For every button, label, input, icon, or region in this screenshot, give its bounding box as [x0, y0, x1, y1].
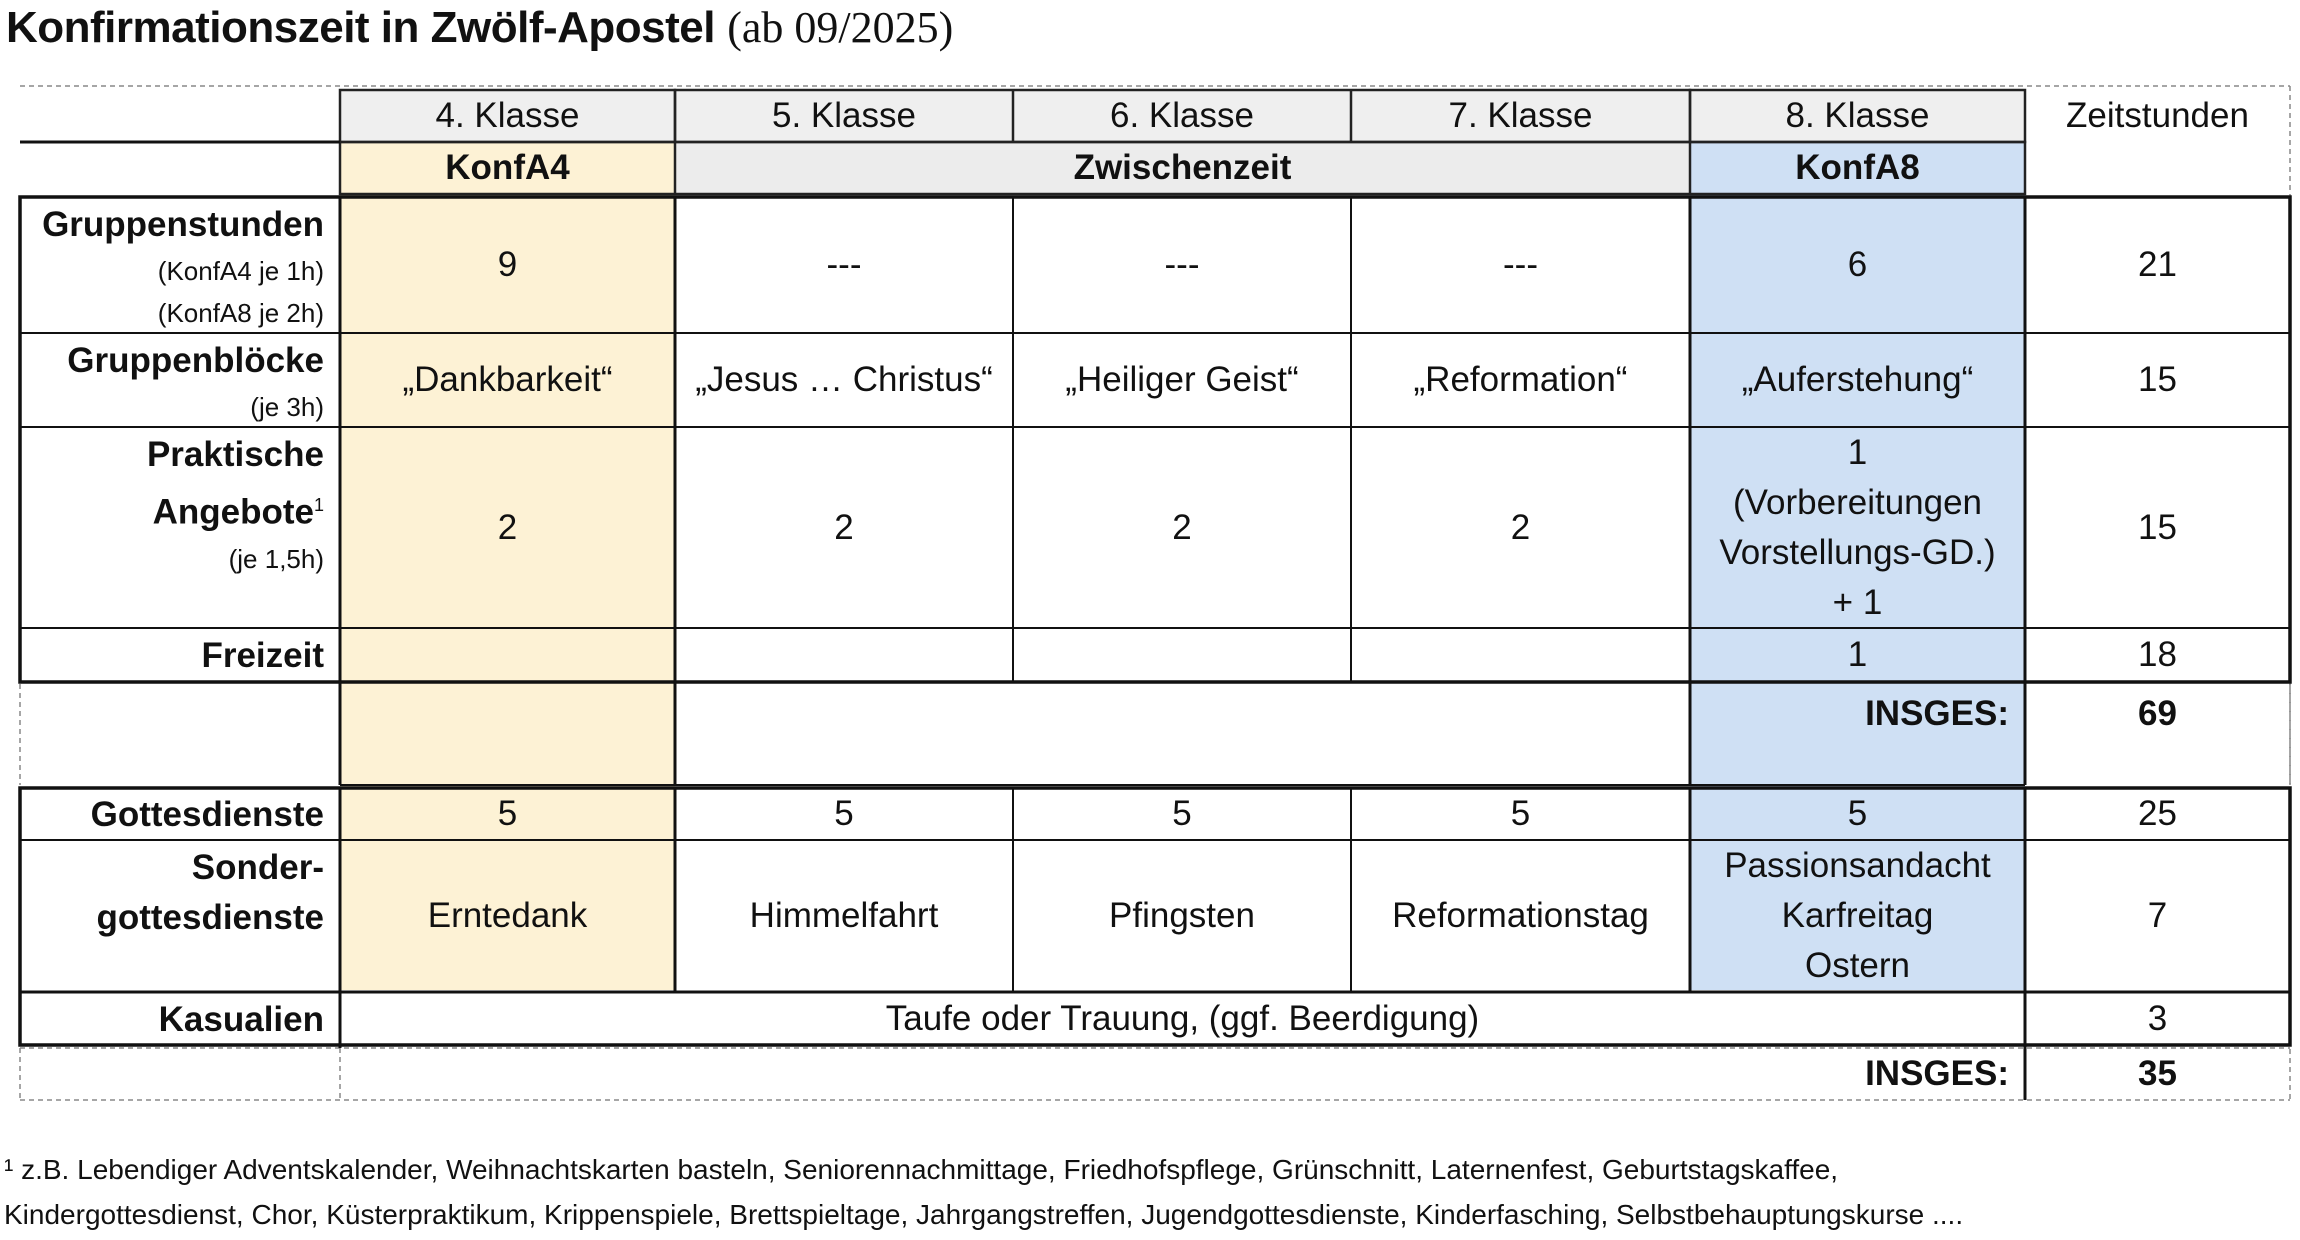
cell-gottesdienste-k4: 5	[497, 794, 518, 833]
row-label-kasualien	[20, 995, 340, 1045]
label-note: (je 3h)	[250, 392, 324, 422]
label-main: Gottesdienste	[90, 795, 324, 834]
label-main: Praktische	[146, 435, 324, 474]
cell-praktische-k7: 2	[1510, 507, 1531, 547]
row-label-gruppenstunden	[20, 200, 340, 334]
insges-total-1: 69	[2138, 694, 2177, 733]
cell-line: Karfreitag	[1781, 896, 1934, 935]
cell-gruppenbloecke-k8: „Auferstehung“	[1741, 360, 1974, 399]
header-class-8: 8. Klasse	[1785, 96, 1930, 135]
label-note: (KonfA8 je 2h)	[157, 298, 324, 328]
cell-gruppenstunden-k5: ---	[826, 245, 862, 284]
cell-gruppenbloecke-k6: „Heiliger Geist“	[1065, 360, 1299, 399]
cell-line: Vorstellungs-GD.)	[1719, 532, 1996, 572]
cell-sonder-k6: Pfingsten	[1109, 896, 1255, 935]
cell-kasualien-total: 3	[2147, 998, 2168, 1038]
cell-praktische-k4: 2	[497, 507, 518, 547]
footnote-line-1: ¹ z.B. Lebendiger Adventskalender, Weihnachtskarten basteln, Seniorennachmittage, Friedhofspflege, Grünschnitt, Laternenfest, Geburtstagskaffee,	[4, 1154, 1839, 1185]
cell-freizeit-total: 18	[2138, 635, 2177, 674]
cell-line: + 1	[1832, 582, 1883, 622]
title-main: Konfirmationszeit in Zwölf-Apostel	[6, 3, 715, 52]
cell-line: 1	[1847, 432, 1868, 472]
row-label-sondergottesdienste	[20, 843, 340, 943]
cell-gruppenstunden-k8: 6	[1847, 245, 1868, 284]
cell-praktische-k8	[1690, 427, 2025, 628]
header-class-4: 4. Klasse	[435, 96, 580, 135]
cell-praktische-total: 15	[2138, 507, 2177, 547]
cell-sonder-total: 7	[2147, 896, 2168, 935]
header-class-5: 5. Klasse	[772, 96, 916, 135]
label-main: Gruppenblöcke	[67, 341, 324, 380]
cell-gruppenstunden-k6: ---	[1164, 245, 1200, 284]
label-main-text: Angebote	[152, 492, 314, 532]
phase-zwischenzeit: Zwischenzeit	[1073, 148, 1292, 187]
cell-gottesdienste-k5: 5	[834, 794, 854, 833]
cell-praktische-k5: 2	[834, 507, 854, 547]
insges-total-2: 35	[2138, 1054, 2177, 1093]
phase-konfa4: KonfA4	[445, 148, 570, 187]
footnote-marker: 1	[313, 495, 324, 515]
cell-gruppenbloecke-k4: „Dankbarkeit“	[402, 360, 613, 399]
row-label-gruppenbloecke	[20, 336, 340, 428]
cell-line: (Vorbereitungen	[1732, 482, 1983, 522]
cell-gruppenstunden-total: 21	[2138, 245, 2177, 284]
cell-gottesdienste-total: 25	[2138, 794, 2177, 833]
cell-sonder-k5: Himmelfahrt	[749, 896, 939, 935]
phase-konfa8: KonfA8	[1795, 148, 1920, 187]
header-zeitstunden: Zeitstunden	[2066, 96, 2249, 135]
cell-gruppenbloecke-k7: „Reformation“	[1413, 360, 1628, 399]
label-main: Sonder-	[191, 848, 324, 887]
cell-gruppenstunden-k4: 9	[497, 245, 518, 284]
cell-gruppenbloecke-total: 15	[2138, 360, 2177, 399]
row-label-praktische-angebote	[20, 430, 340, 580]
footnote-line-2: Kindergottesdienst, Chor, Küsterpraktikum, Krippenspiele, Brettspieltage, Jahrgangstreffen, Jugendgottesdienste, Kinderfasching, Selbstbehauptungskurse ....	[4, 1199, 1964, 1230]
cell-gottesdienste-k8: 5	[1847, 794, 1868, 833]
label-main: gottesdienste	[96, 898, 324, 937]
label-note: (je 1,5h)	[228, 543, 324, 574]
cell-line: Ostern	[1804, 946, 1911, 985]
cell-freizeit-k8: 1	[1847, 635, 1868, 674]
label-main: Freizeit	[201, 636, 324, 675]
cell-gruppenbloecke-k5: „Jesus … Christus“	[695, 360, 993, 399]
cell-sonder-k8	[1690, 840, 2025, 992]
cell-praktische-k6: 2	[1172, 507, 1192, 547]
insges-label-1: INSGES:	[1865, 694, 2009, 733]
cell-line: Passionsandacht	[1724, 846, 1991, 885]
cell-gottesdienste-k7: 5	[1510, 794, 1531, 833]
header-class-7: 7. Klasse	[1448, 96, 1593, 135]
cell-gruppenstunden-k7: ---	[1503, 245, 1538, 284]
label-main: Gruppenstunden	[42, 205, 324, 244]
cell-sonder-k4: Erntedank	[427, 896, 588, 935]
cell-kasualien-value: Taufe oder Trauung, (ggf. Beerdigung)	[885, 998, 1480, 1038]
title-sub: (ab 09/2025)	[727, 3, 954, 52]
insges-label-2: INSGES:	[1865, 1054, 2009, 1093]
row-label-freizeit	[20, 631, 340, 681]
label-note: (KonfA4 je 1h)	[157, 256, 324, 286]
header-class-6: 6. Klasse	[1110, 96, 1254, 135]
cell-sonder-k7: Reformationstag	[1392, 896, 1649, 935]
label-main: Kasualien	[158, 1000, 324, 1039]
cell-gottesdienste-k6: 5	[1172, 794, 1192, 833]
label-main	[20, 480, 324, 538]
row-label-gottesdienste	[20, 790, 340, 840]
